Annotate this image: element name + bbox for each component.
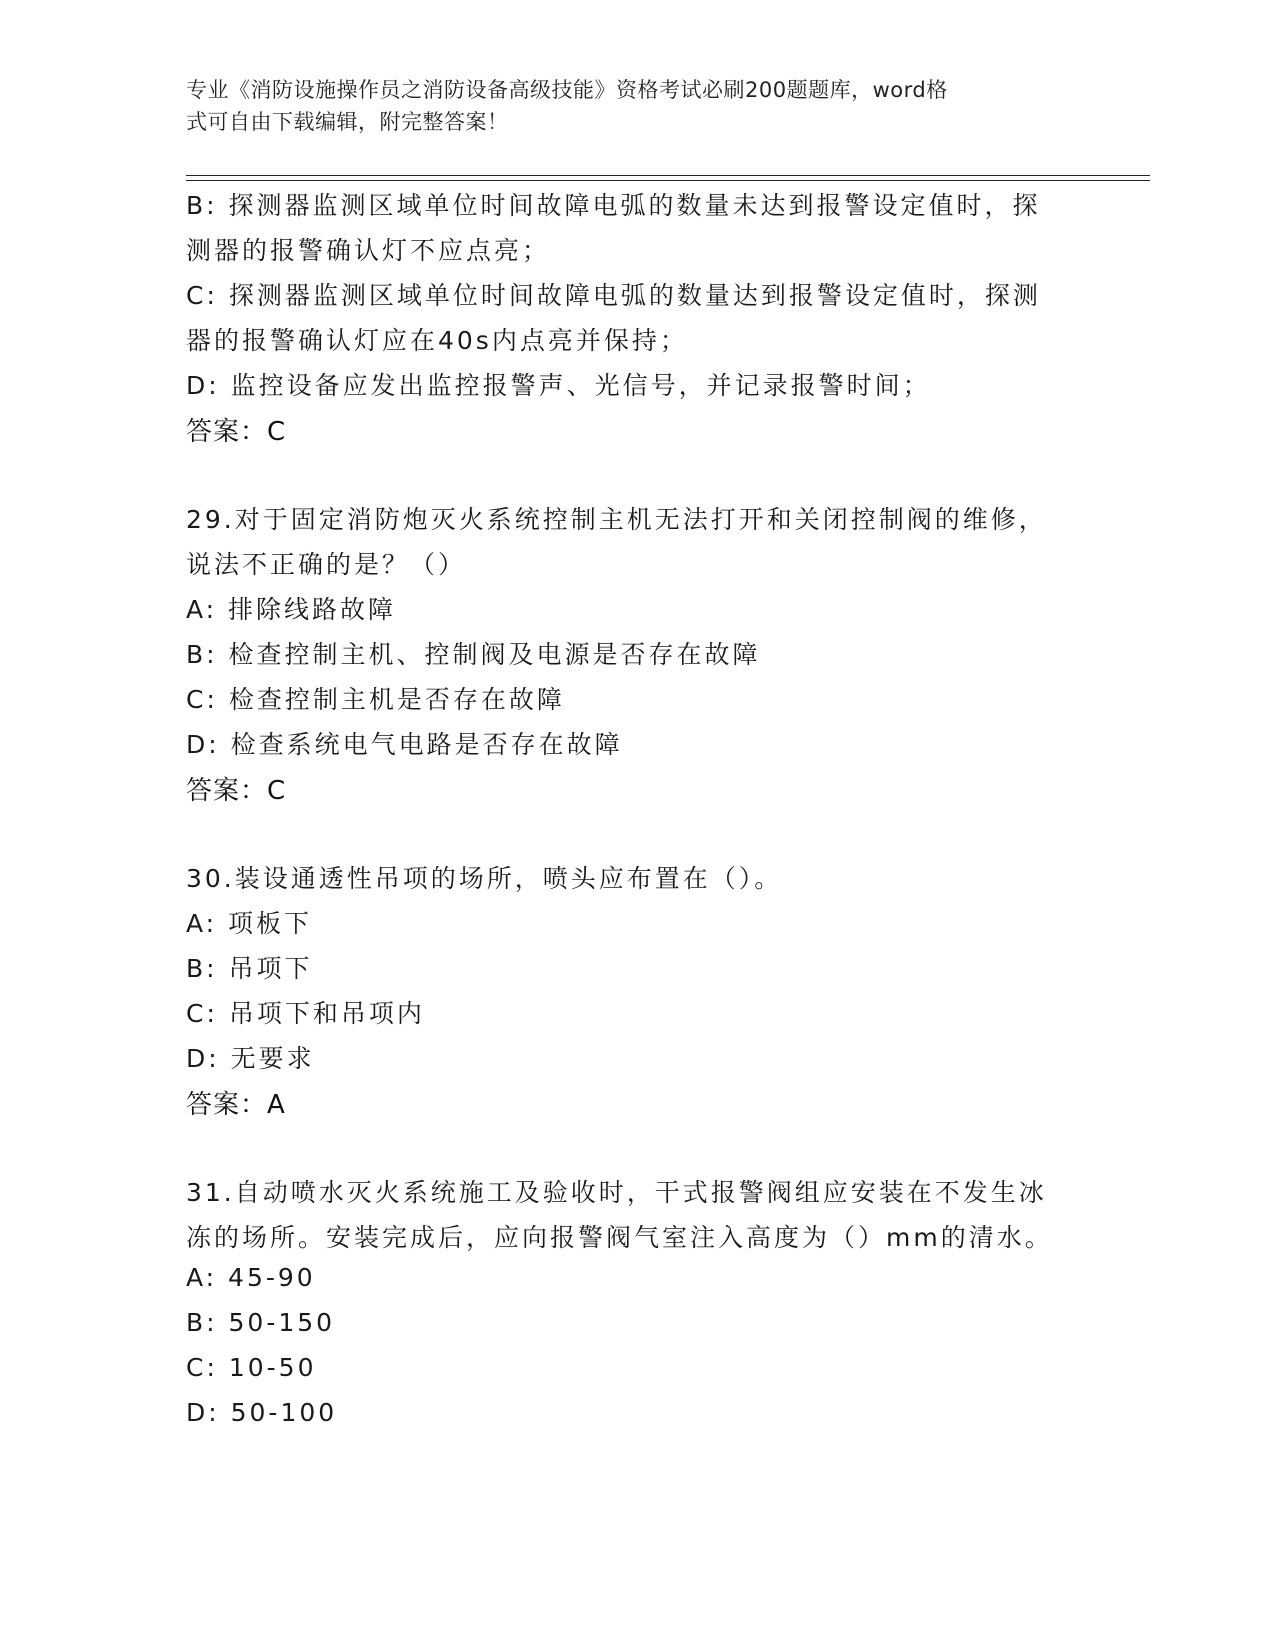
q29-option-c: C: 检查控制主机是否存在故障	[186, 685, 565, 714]
q28-answer: 答案：C	[186, 417, 287, 447]
q30-option-c: C: 吊项下和吊项内	[186, 999, 425, 1028]
q29-stem-line-1: 29.对于固定消防炮灭火系统控制主机无法打开和关闭控制阀的维修，	[186, 505, 1047, 534]
q31-option-b: B: 50-150	[186, 1308, 336, 1337]
q30-stem: 30.装设通透性吊项的场所，喷头应布置在（）。	[186, 864, 783, 893]
q29-stem-line-2: 说法不正确的是？（）	[186, 550, 467, 579]
q31-option-a: A: 45-90	[186, 1263, 316, 1292]
q28-option-b-line-2: 测器的报警确认灯不应点亮；	[186, 236, 551, 265]
q29-answer: 答案：C	[186, 776, 287, 806]
q31-option-d: D: 50-100	[186, 1398, 338, 1427]
document-header	[186, 74, 1066, 138]
header-divider-top	[186, 175, 1150, 176]
q31-option-c: C: 10-50	[186, 1353, 317, 1382]
q30-option-a: A: 项板下	[186, 909, 313, 938]
q28-option-d: D: 监控设备应发出监控报警声、光信号，并记录报警时间；	[186, 371, 931, 400]
header-divider-bottom	[186, 180, 1150, 181]
q30-answer: 答案：A	[186, 1090, 286, 1120]
q28-option-c-line-2: 器的报警确认灯应在40s内点亮并保持；	[186, 326, 688, 355]
q28-option-c-line-1: C: 探测器监测区域单位时间故障电弧的数量达到报警设定值时，探测	[186, 281, 1041, 310]
q31-stem-line-2: 冻的场所。安装完成后，应向报警阀气室注入高度为（）mm的清水。	[186, 1223, 1053, 1252]
q30-option-d: D: 无要求	[186, 1044, 315, 1073]
q30-option-b: B: 吊项下	[186, 954, 313, 983]
q29-option-d: D: 检查系统电气电路是否存在故障	[186, 730, 623, 759]
q28-option-b-line-1: B: 探测器监测区域单位时间故障电弧的数量未达到报警设定值时，探	[186, 191, 1041, 220]
header-line-1: 专业《消防设施操作员之消防设备高级技能》资格考试必刷200题题库，word格	[186, 78, 948, 102]
q29-option-a: A: 排除线路故障	[186, 595, 397, 624]
header-line-2: 式可自由下载编辑，附完整答案！	[186, 110, 509, 134]
q29-option-b: B: 检查控制主机、控制阀及电源是否存在故障	[186, 640, 761, 669]
q31-stem-line-1: 31.自动喷水灭火系统施工及验收时，干式报警阀组应安装在不发生冰	[186, 1178, 1047, 1207]
